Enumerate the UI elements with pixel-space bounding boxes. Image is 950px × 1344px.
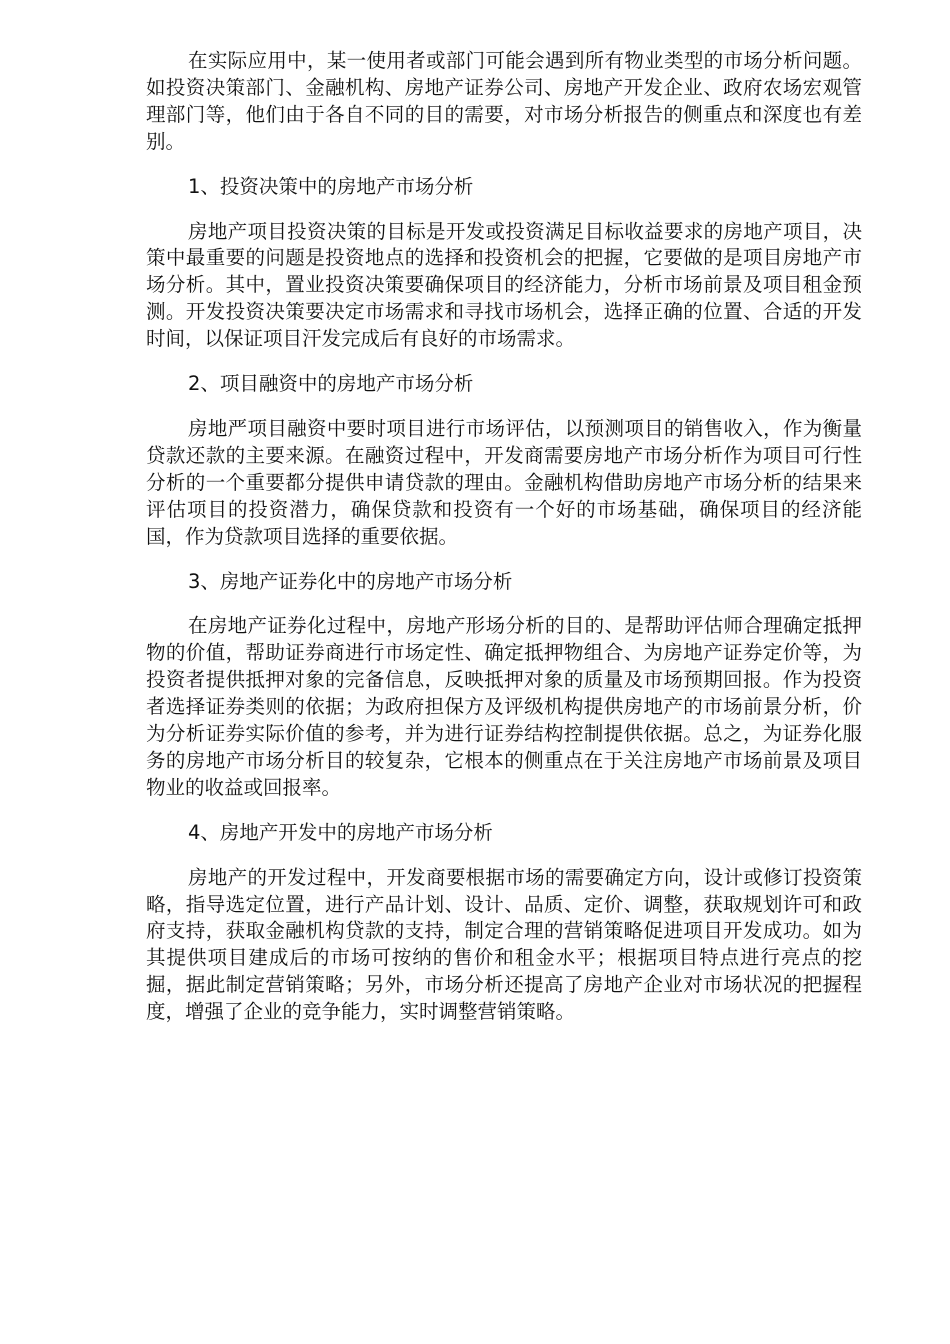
paragraph-gap (146, 595, 862, 613)
section-4-body: 房地产的开发过程中，开发商要根据市场的需要确定方向，设计或修订投资策略，指导选定位置，进行产品计划、设计、品质、定价、调整，获取规划许可和政府支持，获取金融机构贷款的支持，制定合理的营销策略促进项目开发成功。如为其提供项目建成后的市场可按纳的售价和租金水平；根据项目特点进行亮点的挖掘，据此制定营销策略；另外，市场分析还提高了房地产企业对市场状况的把握程度，增强了企业的竞争能力，实时调整营销策略。 (146, 865, 862, 1024)
section-2-heading: 2、项目融资中的房地产市场分析 (188, 372, 474, 396)
section-4-heading: 4、房地产开发中的房地产市场分析 (188, 820, 493, 844)
section-1-body: 房地产项目投资决策的目标是开发或投资满足目标收益要求的房地产项目，决策中最重要的问题是投资地点的选择和投资机会的把握，它要做的是项目房地产市场分析。其中，置业投资决策要确保项目的经济能力，分析市场前景及项目租金预测。开发投资决策要决定市场需求和寻找市场机会，选择正确的位置、合适的开发时间，以保证项目汗发完成后有良好的市场需求。 (146, 219, 862, 351)
paragraph-gap (146, 847, 862, 865)
paragraph-gap (146, 551, 862, 569)
section-1-heading: 1、投资决策中的房地产市场分析 (188, 174, 474, 198)
paragraph-gap (146, 201, 862, 219)
document-page (146, 48, 862, 1026)
section-3-heading: 3、房地产证券化中的房地产市场分析 (188, 569, 513, 593)
section-3-body: 在房地产证券化过程中，房地产形场分析的目的、是帮助评估师合理确定抵押物的价值，帮助证券商进行市场定性、确定抵押物组合、为房地产证券定价等，为投资者提供抵押对象的完备信息，反映抵押对象的质量及市场预期回报。作为投资者选择证券类则的依据；为政府担保方及评级机构提供房地产的市场前景分析，价为分析证券实际价值的参考，并为进行证券结构控制提供依据。总之，为证券化服务的房地产市场分析目的较复杂，它根本的侧重点在于关注房地产市场前景及项目物业的收益或回报率。 (146, 614, 862, 799)
paragraph-gap (146, 156, 862, 174)
paragraph-gap (146, 353, 862, 371)
paragraph-gap (146, 398, 862, 416)
paragraph-gap (146, 802, 862, 820)
intro-paragraph: 在实际应用中，某一使用者或部门可能会遇到所有物业类型的市场分析问题。如投资决策部门、金融机构、房地产证券公司、房地产开发企业、政府农场宏观管理部门等，他们由于各自不同的目的需要，对市场分析报告的侧重点和深度也有差别。 (146, 49, 862, 153)
section-2-body: 房地严项目融资中要时项目进行市场评估，以预测项目的销售收入，作为衡量贷款还款的主要来源。在融资过程中，开发商需要房地产市场分析作为项目可行性分析的一个重要都分提供申请贷款的理由。金融机构借助房地产市场分析的结果来评估项目的投资潜力，确保贷款和投资有一个好的市场基础，确保项目的经济能国，作为贷款项目选择的重要依据。 (146, 416, 862, 548)
